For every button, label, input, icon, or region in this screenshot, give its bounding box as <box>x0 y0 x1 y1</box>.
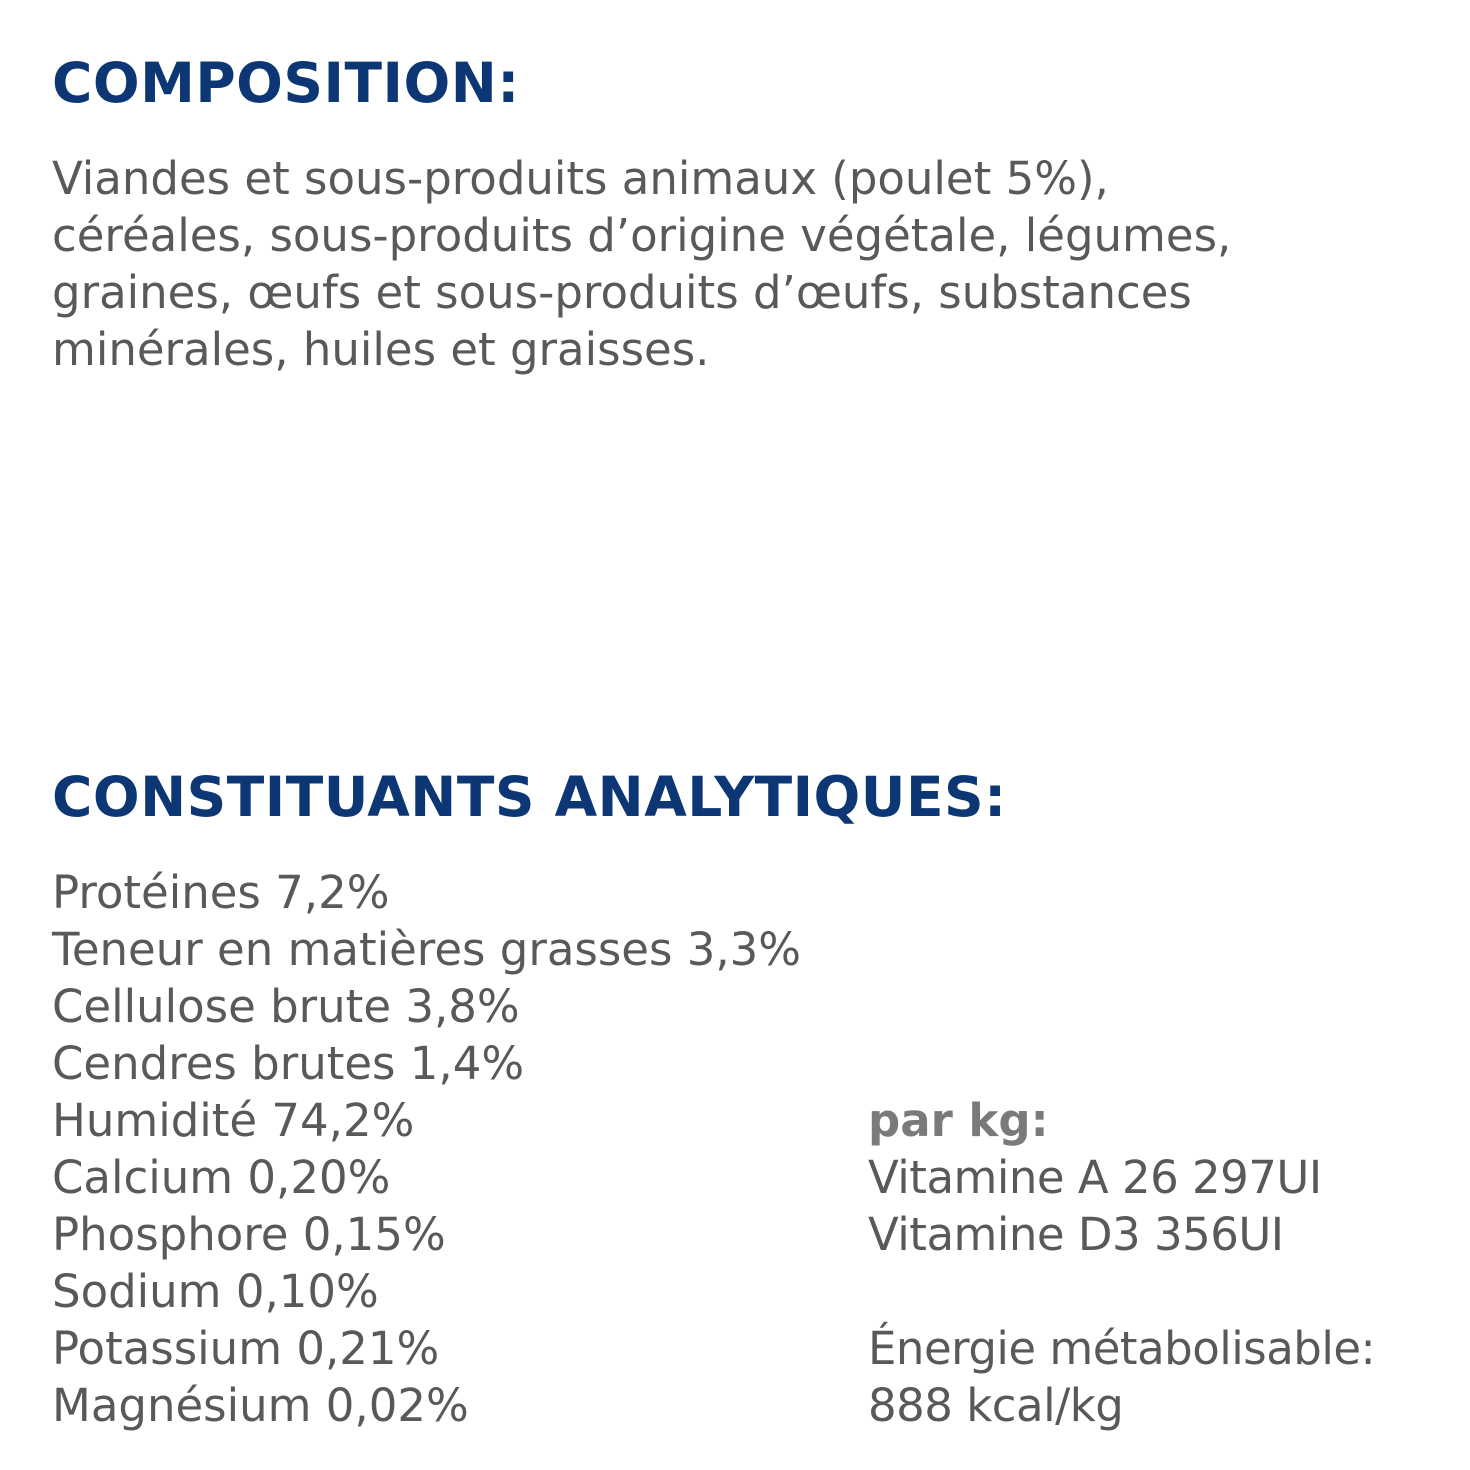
constituent-item: Magnésium 0,02% <box>52 1379 469 1432</box>
constituents-heading: CONSTITUANTS ANALYTIQUES: <box>52 765 1007 829</box>
constituent-item: Cellulose brute 3,8% <box>52 980 520 1033</box>
constituent-item: Humidité 74,2% <box>52 1094 415 1147</box>
constituent-item: Cendres brutes 1,4% <box>52 1037 525 1090</box>
constituent-item: Teneur en matières grasses 3,3% <box>52 923 802 976</box>
constituent-item: Phosphore 0,15% <box>52 1208 446 1261</box>
list-spacer <box>868 1263 1375 1320</box>
constituent-item: Protéines 7,2% <box>52 866 390 919</box>
composition-heading: COMPOSITION: <box>52 51 520 115</box>
vitamin-item: Vitamine D3 356UI <box>868 1208 1284 1261</box>
composition-line: céréales, sous-produits d’origine végétale, légumes, <box>52 209 1232 262</box>
per-kg-label: par kg: <box>868 1094 1049 1147</box>
energy-value: 888 kcal/kg <box>868 1379 1124 1432</box>
vitamin-item: Vitamine A 26 297UI <box>868 1151 1322 1204</box>
composition-line: Viandes et sous-produits animaux (poulet 5%), <box>52 152 1109 205</box>
constituent-item: Calcium 0,20% <box>52 1151 391 1204</box>
composition-line: graines, œufs et sous-produits d’œufs, substances <box>52 266 1192 319</box>
constituent-item: Sodium 0,10% <box>52 1265 379 1318</box>
composition-line: minérales, huiles et graisses. <box>52 323 710 376</box>
constituent-item: Potassium 0,21% <box>52 1322 440 1375</box>
per-kg-list <box>868 1092 1375 1434</box>
composition-text <box>52 150 1452 378</box>
energy-label: Énergie métabolisable: <box>868 1322 1376 1375</box>
constituents-list <box>52 864 801 1434</box>
